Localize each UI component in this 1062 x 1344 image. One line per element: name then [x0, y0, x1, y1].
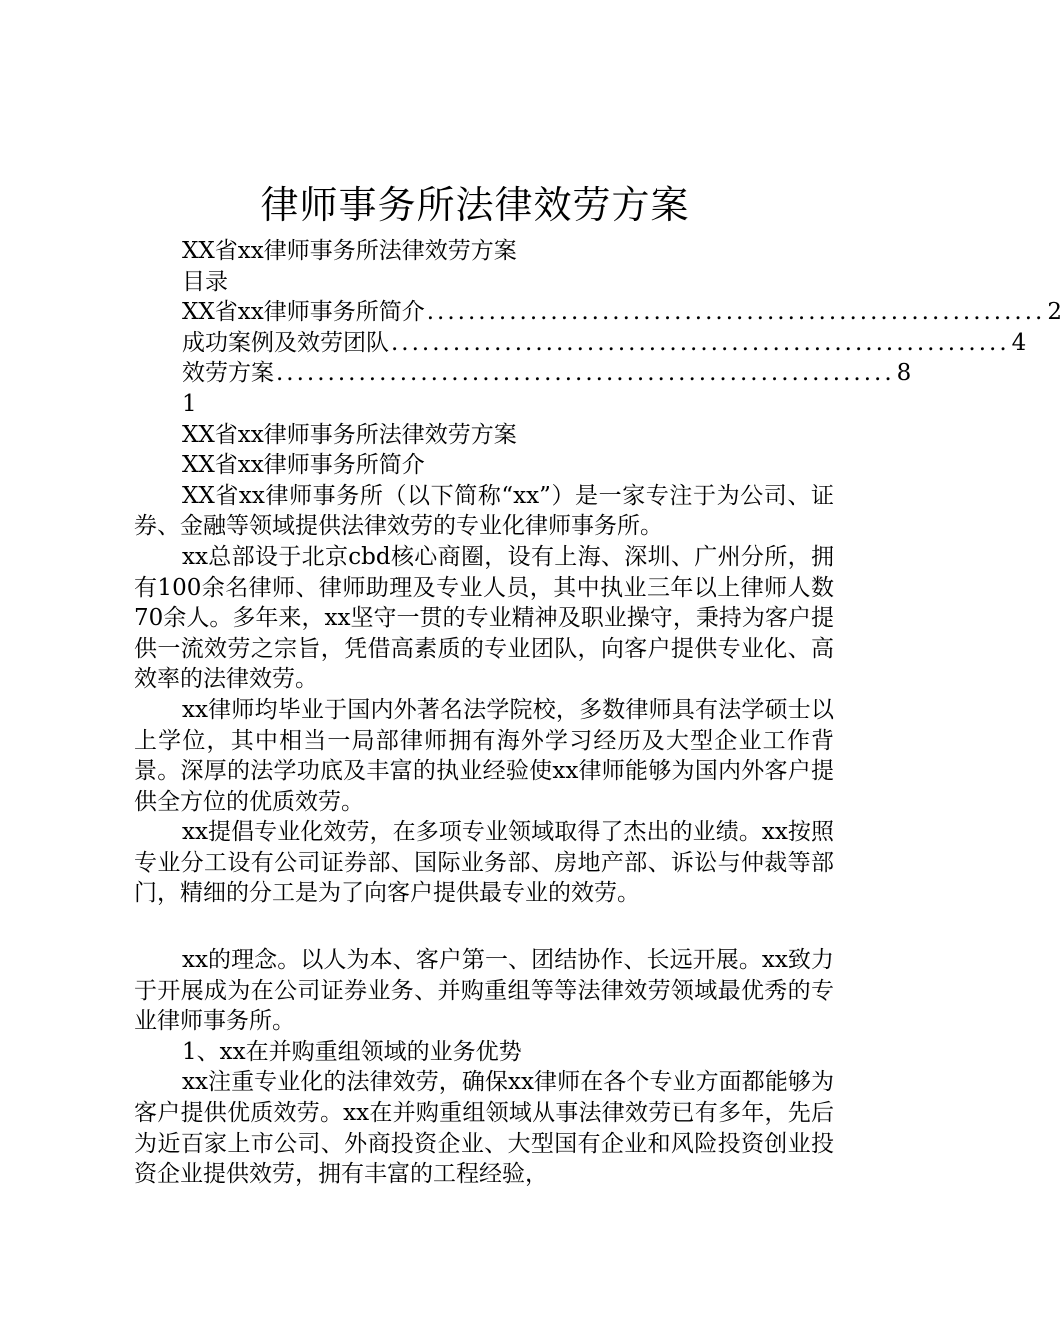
paragraph-philosophy: xx的理念。以人为本、客户第一、团结协作、长远开展。xx致力于开展成为在公司证券业务、并购重组等等法律效劳领域最优秀的专业律师事务所。: [134, 947, 834, 1035]
document-title: 律师事务所法律效劳方案: [260, 183, 690, 227]
section-heading-intro: XX省xx律师事务所简介: [182, 452, 425, 479]
section-header-repeat: XX省xx律师事务所法律效劳方案: [182, 421, 517, 448]
paragraph-gap: [134, 909, 834, 945]
toc-entry-label: XX省xx律师事务所简介: [182, 299, 425, 326]
document-body: [134, 236, 1062, 1190]
document-subtitle: XX省xx律师事务所法律效劳方案: [182, 238, 517, 264]
paragraph-offices: xx总部设于北京cbd核心商圈，设有上海、深圳、广州分所，拥有100余名律师、律师助理及专业人员，其中执业三年以上律师人数70余人。多年来，xx坚守一贯的专业精神及职业操守，秉持为客户提供一流效劳之宗旨，凭借高素质的专业团队，向客户提供专业化、高效率的法律效劳。: [134, 543, 834, 693]
toc-entry[interactable]: [134, 328, 1027, 359]
toc-entry[interactable]: [134, 358, 912, 389]
toc-entry[interactable]: [134, 297, 1062, 328]
toc-leader-dots: ............................................................: [426, 299, 1046, 326]
toc-heading: 目录: [182, 268, 228, 295]
toc-entry-label: 效劳方案: [182, 360, 274, 387]
section-heading-advantage: 1、xx在并购重组领域的业务优势: [182, 1038, 522, 1065]
toc-leader-dots: ............................................................: [391, 329, 1010, 356]
toc-entry-page: 4: [1011, 329, 1027, 356]
toc-entry-page: 8: [896, 360, 912, 387]
page-number: 1: [182, 390, 197, 417]
toc-entry-page: 2: [1047, 299, 1062, 326]
paragraph-advantage: xx注重专业化的法律效劳，确保xx律师在各个专业方面都能够为客户提供优质效劳。xx在并购重组领域从事法律效劳已有多年，先后为近百家上市公司、外商投资企业、大型国有企业和风险投资创业投资企业提供效劳，拥有丰富的工程经验，: [134, 1069, 834, 1188]
paragraph-intro: XX省xx律师事务所（以下简称“xx”）是一家专注于为公司、证券、金融等领域提供法律效劳的专业化律师事务所。: [134, 482, 834, 540]
toc-leader-dots: ............................................................: [276, 360, 895, 387]
paragraph-lawyers: xx律师均毕业于国内外著名法学院校，多数律师具有法学硕士以上学位，其中相当一局部律师拥有海外学习经历及大型企业工作背景。深厚的法学功底及丰富的执业经验使xx律师能够为国内外客户提供全方位的优质效劳。: [134, 696, 834, 815]
paragraph-specialization: xx提倡专业化效劳，在多项专业领域取得了杰出的业绩。xx按照专业分工设有公司证券部、国际业务部、房地产部、诉讼与仲裁等部门，精细的分工是为了向客户提供最专业的效劳。: [134, 819, 834, 907]
toc-entry-label: 成功案例及效劳团队: [182, 329, 389, 356]
